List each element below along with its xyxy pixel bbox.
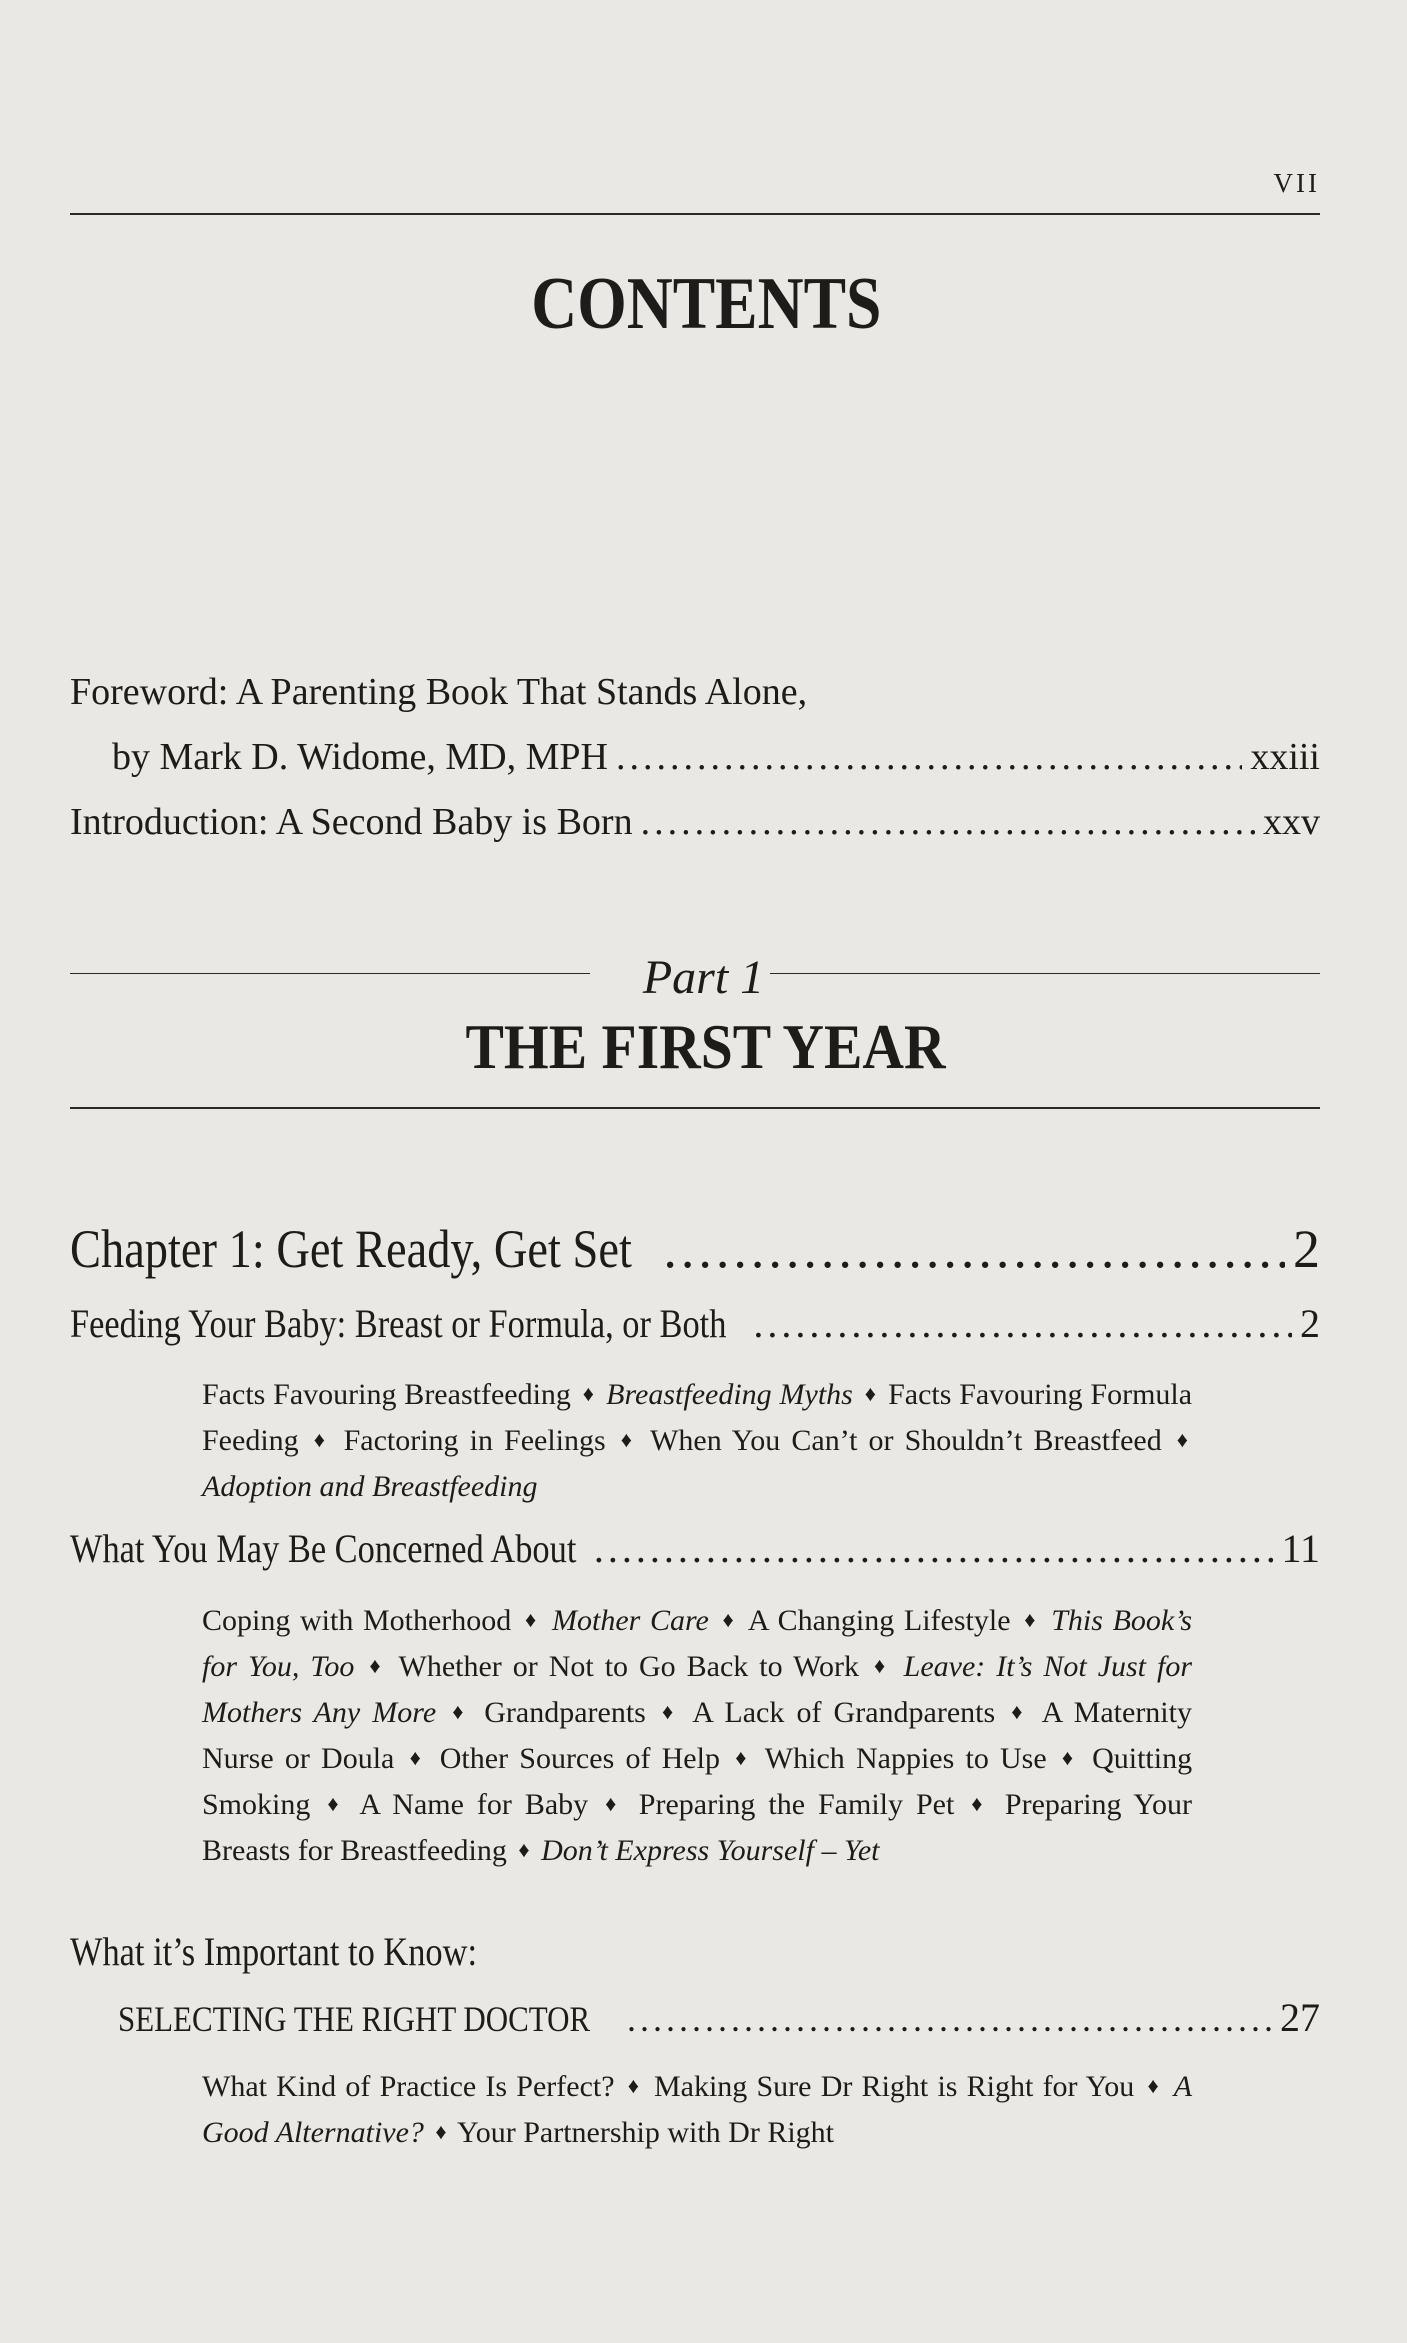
diamond-bullet-icon: ♦ <box>369 1653 385 1678</box>
section-title: What You May Be Concerned About <box>70 1526 577 1571</box>
diamond-bullet-icon: ♦ <box>627 2073 641 2098</box>
diamond-bullet-icon: ♦ <box>735 1745 751 1770</box>
topic-item: A Changing Lifestyle <box>747 1604 1011 1637</box>
toc-entry-page: xxiii <box>1250 736 1320 778</box>
part-label: Part 1 <box>642 951 765 1004</box>
dot-leader <box>641 800 1255 844</box>
section-topics <box>202 1599 1192 1875</box>
section-topics <box>202 1373 1192 1509</box>
toc-entry-page: xxv <box>1263 801 1320 843</box>
topic-item: A Name for Baby <box>359 1788 589 1821</box>
section-subtitle: SELECTING THE RIGHT DOCTOR <box>118 1999 591 2039</box>
toc-entry-chapter-1[interactable] <box>70 1218 1320 1280</box>
topic-item: Mother Care <box>552 1604 709 1637</box>
toc-entry-title: by Mark D. Widome, MD, MPH <box>112 736 608 778</box>
topic-item: Other Sources of Help <box>439 1742 720 1775</box>
dot-leader <box>594 1525 1274 1572</box>
topic-item: Factoring in Feelings <box>343 1424 606 1457</box>
topic-item: A Good Alternative? <box>202 2070 1193 2149</box>
section-title: What it’s Important to Know: <box>70 1929 478 1974</box>
diamond-bullet-icon: ♦ <box>620 1427 636 1452</box>
dot-leader <box>616 735 1242 779</box>
diamond-bullet-icon: ♦ <box>971 1791 988 1816</box>
diamond-bullet-icon: ♦ <box>452 1699 469 1724</box>
part-bottom-rule <box>70 1107 1320 1109</box>
diamond-bullet-icon: ♦ <box>661 1699 678 1724</box>
diamond-bullet-icon: ♦ <box>1147 2073 1161 2098</box>
topic-item: Which Nappies to Use <box>764 1742 1047 1775</box>
toc-entry-section-important[interactable] <box>70 1928 1320 1975</box>
topic-item: Preparing Your Breasts for Breastfeeding <box>202 1788 1193 1867</box>
header-rule <box>70 213 1320 215</box>
topic-item: Facts Favouring Breastfeeding <box>202 1378 571 1411</box>
topic-item: Grandparents <box>484 1696 646 1729</box>
chapter-title: Chapter 1: Get Ready, Get Set <box>70 1219 632 1279</box>
topic-item: A Lack of Grandparents <box>692 1696 996 1729</box>
toc-entry-section-feeding[interactable] <box>70 1300 1320 1347</box>
diamond-bullet-icon: ♦ <box>722 1607 736 1632</box>
topic-item: This Book’s for You, Too <box>202 1604 1193 1683</box>
topic-item: Whether or Not to Go Back to Work <box>398 1650 859 1683</box>
diamond-bullet-icon: ♦ <box>313 1427 329 1452</box>
running-head: VII <box>1273 168 1320 198</box>
diamond-bullet-icon: ♦ <box>409 1745 425 1770</box>
section-page: 11 <box>1281 1526 1320 1571</box>
diamond-bullet-icon: ♦ <box>327 1791 345 1816</box>
diamond-bullet-icon: ♦ <box>1024 1607 1038 1632</box>
diamond-bullet-icon: ♦ <box>1061 1745 1077 1770</box>
section-topics <box>202 2065 1192 2157</box>
topic-item: Don’t Express Yourself – Yet <box>541 1834 880 1867</box>
diamond-bullet-icon: ♦ <box>518 1837 530 1862</box>
diamond-bullet-icon: ♦ <box>605 1791 622 1816</box>
diamond-bullet-icon: ♦ <box>864 1381 877 1406</box>
toc-entry-foreword[interactable] <box>70 670 1320 714</box>
section-page: 2 <box>1300 1301 1320 1346</box>
topic-item: Facts Favouring Formula Feeding <box>202 1378 1193 1457</box>
toc-entry-title: Introduction: A Second Baby is Born <box>70 801 633 843</box>
diamond-bullet-icon: ♦ <box>873 1653 889 1678</box>
dot-leader <box>753 1300 1292 1347</box>
topic-item: Breastfeeding Myths <box>606 1378 853 1411</box>
part-title: THE FIRST YEAR <box>465 1011 946 1082</box>
topic-item: When You Can’t or Shouldn’t Breastfeed <box>650 1424 1162 1457</box>
topic-item: Quitting Smoking <box>202 1742 1193 1821</box>
diamond-bullet-icon: ♦ <box>435 2119 447 2144</box>
toc-entry-selecting-doctor[interactable] <box>118 1994 1320 2041</box>
topic-item: Coping with Motherhood <box>202 1604 512 1637</box>
topic-item: A Maternity Nurse or Doula <box>202 1696 1192 1775</box>
toc-entry-foreword-author[interactable] <box>112 735 1320 779</box>
page-title: CONTENTS <box>531 263 882 345</box>
chapter-page: 2 <box>1293 1219 1320 1279</box>
toc-entry-section-concerns[interactable] <box>70 1525 1320 1572</box>
dot-leader <box>627 1998 1272 2040</box>
diamond-bullet-icon: ♦ <box>1011 1699 1028 1724</box>
topic-item: Making Sure Dr Right is Right for You <box>653 2070 1135 2103</box>
toc-entry-introduction[interactable] <box>70 800 1320 844</box>
topic-item: Leave: It’s Not Just for Mothers Any More <box>202 1650 1193 1729</box>
toc-entry-title: Foreword: A Parenting Book That Stands Alone, <box>70 671 808 713</box>
topic-item: Adoption and Breastfeeding <box>202 1470 538 1503</box>
dot-leader <box>663 1218 1285 1280</box>
section-page: 27 <box>1280 1995 1320 2040</box>
topic-item: Your Partnership with Dr Right <box>457 2116 835 2149</box>
diamond-bullet-icon: ♦ <box>524 1607 539 1632</box>
diamond-bullet-icon: ♦ <box>1176 1427 1189 1452</box>
topic-item: What Kind of Practice Is Perfect? <box>202 2070 615 2103</box>
topic-item: Preparing the Family Pet <box>638 1788 955 1821</box>
diamond-bullet-icon: ♦ <box>582 1381 595 1406</box>
section-title: Feeding Your Baby: Breast or Formula, or Both <box>70 1301 727 1346</box>
